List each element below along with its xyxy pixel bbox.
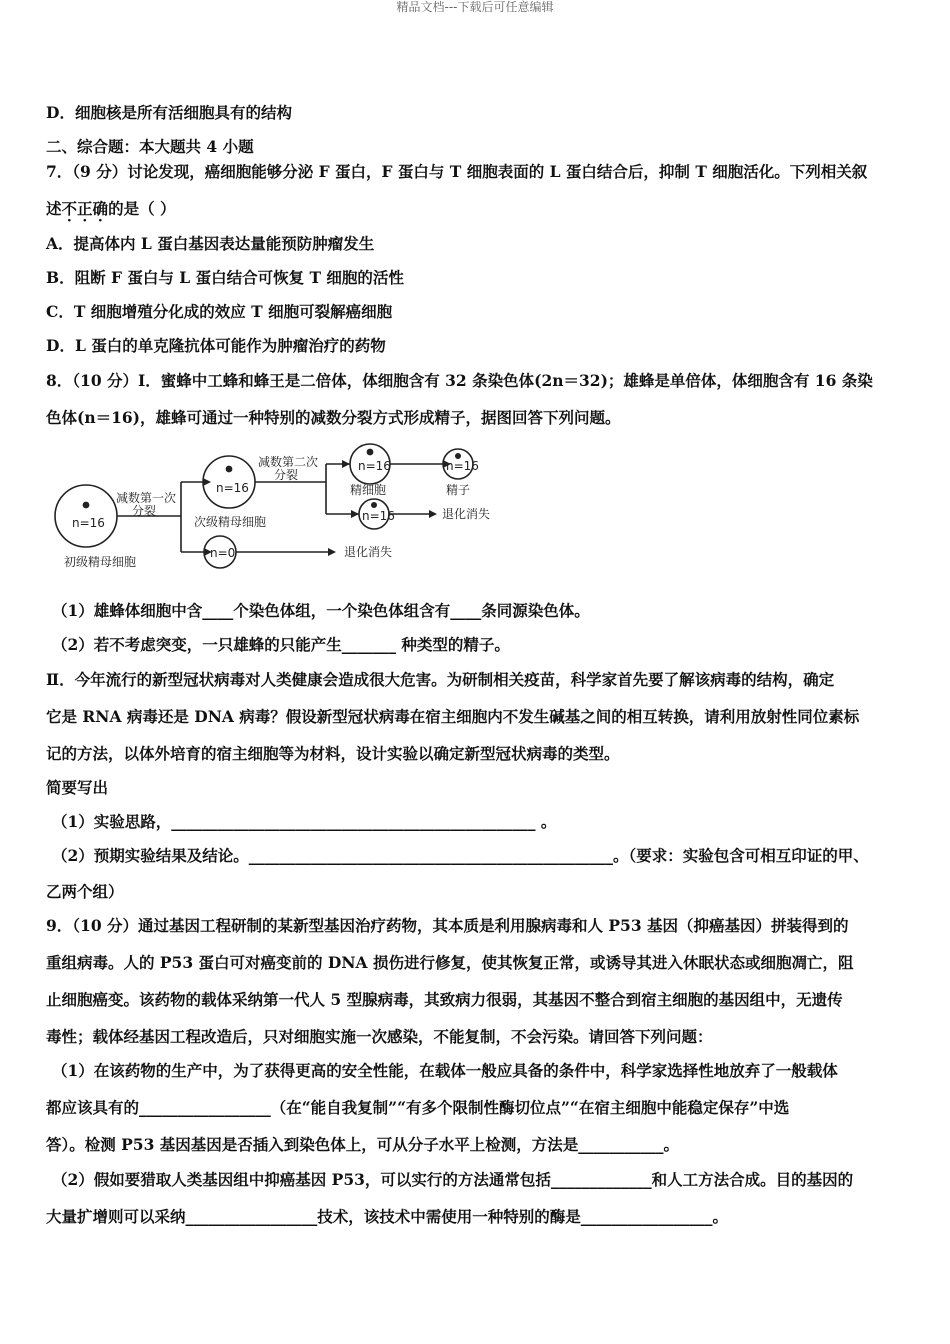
primary-cell-label: n=16	[72, 516, 105, 530]
meiosis1-label-a: 减数第一次	[116, 491, 177, 505]
q8-part2-line2: 它是 RNA 病毒还是 DNA 病毒？假设新型冠状病毒在宿主细胞内不发生碱基之间的相互转换，请利用放射性同位素标	[46, 707, 860, 726]
spermatid-cell-label: n=16	[358, 459, 391, 473]
degenerate-caption-2: 退化消失	[344, 545, 393, 559]
q9-sub1-line1: （1）在该药物的生产中，为了获得更高的安全性能，在载体一般应具备的条件中，科学家选择性地放弃了一般载体	[52, 1061, 838, 1080]
meiosis-diagram	[46, 436, 516, 580]
q8-stem-line2: 色体(n＝16)，雄蜂可通过一种特别的减数分裂方式形成精子，据图回答下列问题。	[46, 408, 621, 427]
q8-sub1: （1）雄蜂体细胞中含____个染色体组，一个染色体组含有____条同源染色体。	[52, 601, 590, 620]
emph-char: 不	[61, 199, 78, 218]
q8-task1: （1）实验思路，_______________________________________________ 。	[52, 812, 557, 831]
meiosis1-label-b: 分裂	[132, 504, 157, 518]
q8-part2-line3: 记的方法，以体外培育的宿主细胞等为材料，设计实验以确定新型冠状病毒的类型。	[46, 744, 620, 763]
q8-brief: 简要写出	[46, 778, 109, 797]
option-6d: D．细胞核是所有活细胞具有的结构	[46, 103, 292, 122]
q8-sub2: （2）若不考虑突变，一只雄蜂的只能产生_______ 种类型的精子。	[52, 635, 510, 654]
q7-option-a: A．提高体内 L 蛋白基因表达量能预防肿瘤发生	[46, 234, 375, 253]
q9-line1: 9．（10 分）通过基因工程研制的某新型基因治疗药物，其本质是利用腺病毒和人 P53 基因（抑癌基因）拼装得到的	[46, 916, 849, 935]
q7-option-d: D．L 蛋白的单克隆抗体可能作为肿瘤治疗的药物	[46, 336, 386, 355]
sperm-cell-label: n=16	[446, 459, 479, 473]
q9-line2: 重组病毒。人的 P53 蛋白可对癌变前的 DNA 损伤进行修复，使其恢复正常，或诱导其进入休眠状态或细胞凋亡，阻	[46, 953, 854, 972]
sperm-caption: 精子	[446, 483, 471, 497]
meiosis2-label-b: 分裂	[274, 468, 299, 482]
emph-char: 正	[77, 199, 93, 218]
q9-line3: 止细胞癌变。该药物的载体采纳第一代人 5 型腺病毒，其致病力很弱，其基因不整合到宿主细胞的基因组中，无遗传	[46, 990, 843, 1009]
primary-caption: 初级精母细胞	[64, 555, 137, 569]
section-title: 二、综合题：本大题共 4 小题	[46, 137, 254, 156]
q8-part2-line1: Ⅱ．今年流行的新型冠状病毒对人类健康会造成很大危害。为研制相关疫苗，科学家首先要了解该病毒的结构，确定	[46, 670, 835, 689]
q9-sub2-line1: （2）假如要猎取人类基因组中抑癌基因 P53，可以实行的方法通常包括_____________和人工方法合成。目的基因的	[52, 1170, 854, 1189]
secondary-caption: 次级精母细胞	[194, 515, 267, 529]
q7-stem-line1: 7．（9 分）讨论发现，癌细胞能够分泌 F 蛋白，F 蛋白与 T 细胞表面的 L 蛋白结合后，抑制 T 细胞活化。下列相关叙	[46, 162, 868, 181]
degenerate-caption-1: 退化消失	[442, 507, 491, 521]
q7-stem-prefix: 述	[46, 199, 62, 218]
q7-option-b: B．阻断 F 蛋白与 L 蛋白结合可恢复 T 细胞的活性	[46, 268, 404, 287]
spermatid-caption: 精细胞	[350, 483, 387, 497]
page-header: 精品文档---下载后可任意编辑	[396, 0, 554, 14]
degenerate-cell-16-label: n=16	[362, 509, 395, 523]
secondary-cell-label: n=16	[216, 481, 249, 495]
meiosis2-label-a: 减数第二次	[258, 455, 319, 469]
q7-stem-line2	[46, 199, 916, 219]
q7-option-c: C．T 细胞增殖分化成的效应 T 细胞可裂解癌细胞	[46, 302, 393, 321]
q7-stem-suffix: 的是（ ）	[108, 199, 176, 218]
q8-task2-cont: 乙两个组）	[46, 882, 124, 901]
q7-emphasis-text	[62, 199, 109, 218]
q9-line4: 毒性；载体经基因工程改造后，只对细胞实施一次感染，不能复制，不会污染。请回答下列问题：	[46, 1027, 713, 1046]
q9-sub1-line2: 都应该具有的_________________（在“能自我复制”“有多个限制性酶切位点”“在宿主细胞中能稳定保存”中选	[46, 1098, 790, 1117]
degenerate-cell-0-label: n=0	[210, 546, 236, 560]
q8-task2: （2）预期实验结果及结论。_______________________________________________。（要求：实验包含可相互印证的甲、	[52, 846, 869, 865]
emph-char: 确	[92, 199, 109, 218]
q9-sub1-line3: 答）。检测 P53 基因基因是否插入到染色体上，可从分子水平上检测，方法是___________。	[46, 1135, 680, 1154]
q9-sub2-line2: 大量扩增则可以采纳_________________技术，该技术中需使用一种特别的酶是_________________。	[46, 1207, 729, 1226]
q8-stem-line1: 8．（10 分）Ⅰ．蜜蜂中工蜂和蜂王是二倍体，体细胞含有 32 条染色体(2n＝32)；雄蜂是单倍体，体细胞含有 16 条染	[46, 371, 873, 390]
